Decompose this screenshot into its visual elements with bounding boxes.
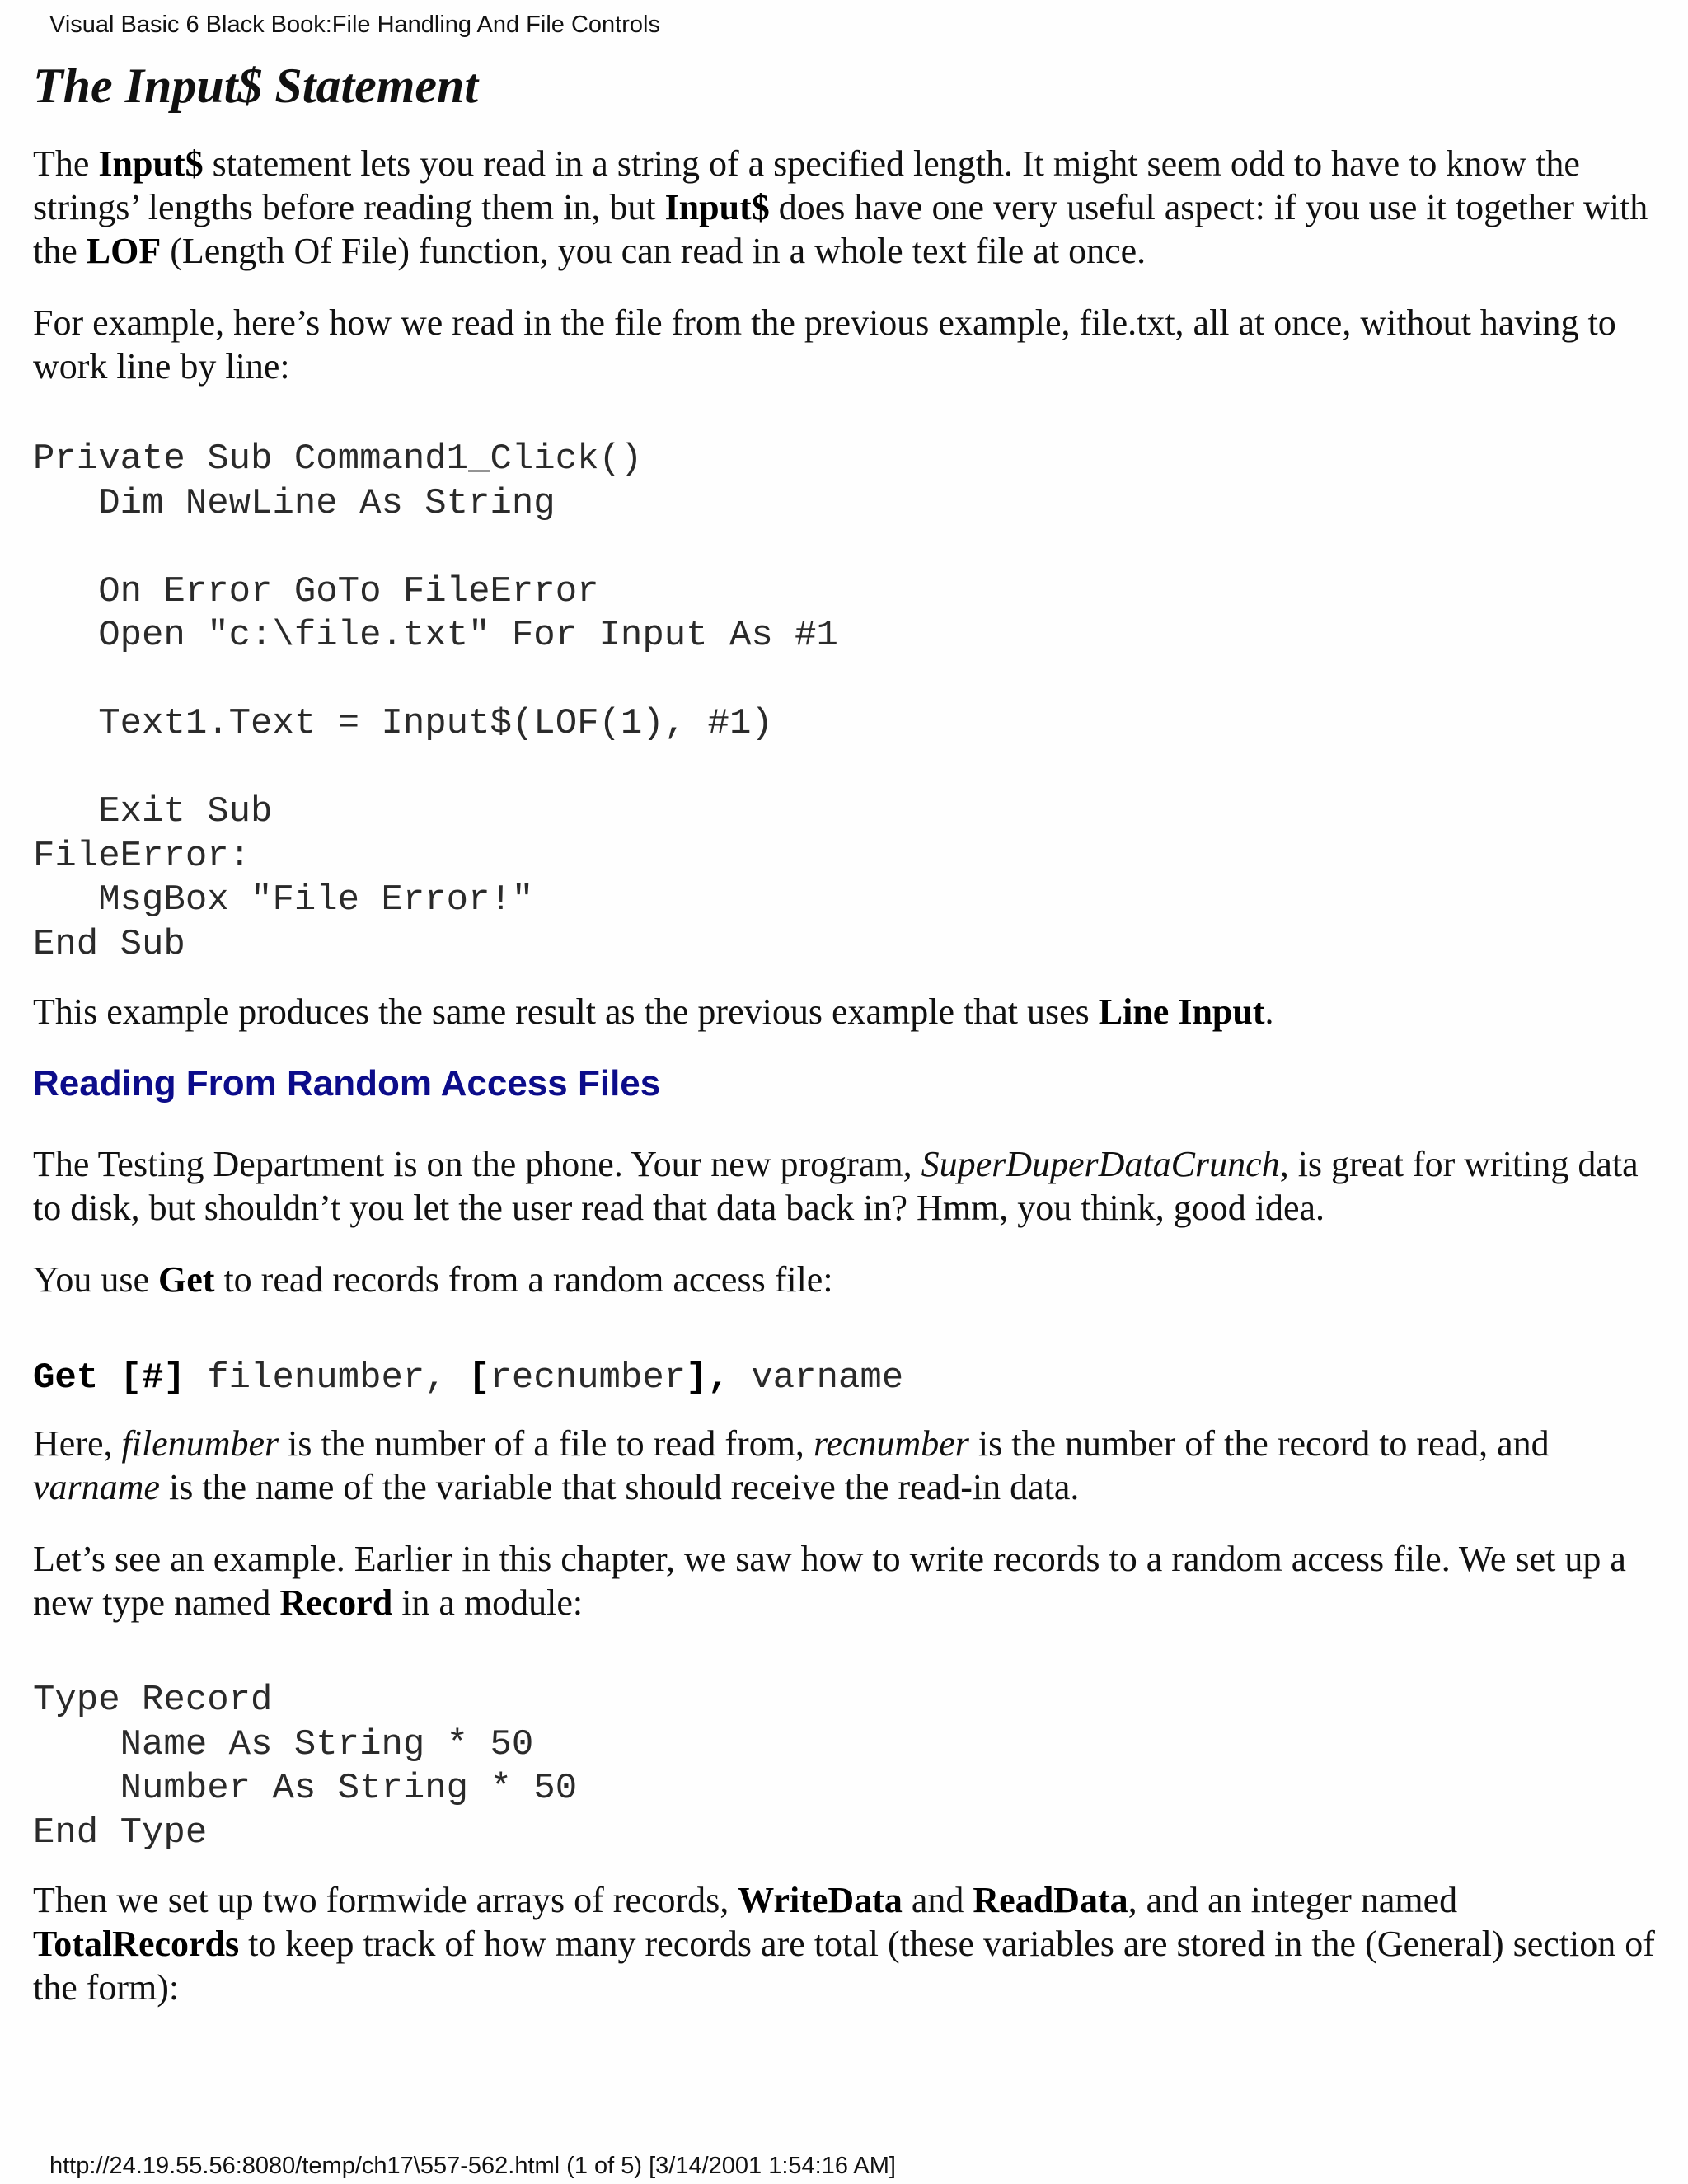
running-header: Visual Basic 6 Black Book:File Handling And File Controls: [49, 12, 660, 38]
text-run: Let’s see an example. Earlier in this chapter, we saw how to write records to a random access file. We set up a new type named: [33, 1539, 1626, 1623]
program-name: SuperDuperDataCrunch: [921, 1144, 1280, 1184]
running-footer: http://24.19.55.56:8080/temp/ch17\557-562.html (1 of 5) [3/14/2001 1:54:16 AM]: [49, 2153, 896, 2179]
text-run: Then we set up two formwide arrays of records,: [33, 1880, 738, 1920]
text-run: , is great for writing data to disk, but shouldn’t you let the user read that data back in? Hmm, you think, good idea.: [33, 1144, 1639, 1228]
syntax-keyword: Get [#]: [33, 1357, 185, 1399]
param-varname: varname: [33, 1467, 160, 1507]
text-run: , and an integer named: [1128, 1880, 1458, 1920]
paragraph-record-type-intro: [33, 1537, 1657, 1624]
paragraph-example-intro: For example, here’s how we read in the file from the previous example, file.txt, all at once, without having to work line by line:: [33, 302, 1616, 387]
text-run: to read records from a random access file:: [214, 1259, 833, 1300]
syntax-text: varname: [729, 1357, 904, 1399]
paragraph-testing-department: [33, 1142, 1657, 1230]
keyword-line-input: Line Input: [1098, 991, 1265, 1032]
text-run: is the name of the variable that should receive the read-in data.: [159, 1467, 1080, 1507]
paragraph-use-get: [33, 1258, 1657, 1301]
text-run: You use: [33, 1259, 159, 1300]
text-run: and: [902, 1880, 973, 1920]
paragraph-formwide-arrays: [33, 1878, 1657, 2009]
page-content: [33, 56, 1657, 2037]
keyword-input: Input$: [98, 143, 204, 184]
subhead-random-access: Reading From Random Access Files: [33, 1063, 661, 1104]
text-run: The: [33, 143, 99, 184]
keyword-input: Input$: [664, 187, 770, 227]
text-run: Here,: [33, 1423, 122, 1464]
paragraph-get-params: [33, 1422, 1657, 1509]
syntax-bracket: ],: [686, 1357, 729, 1399]
text-run: .: [1264, 991, 1274, 1032]
text-run: does have one very useful aspect: if you use it together with the: [33, 187, 1648, 271]
get-syntax: [33, 1356, 1657, 1400]
paragraph-input-intro: [33, 142, 1657, 273]
paragraph-same-result: [33, 990, 1657, 1033]
syntax-bracket: [: [468, 1357, 490, 1399]
syntax-text: recnumber: [490, 1357, 687, 1399]
section-title: The Input$ Statement: [33, 59, 479, 113]
keyword-record: Record: [279, 1582, 393, 1623]
text-run: is the number of the record to read, and: [968, 1423, 1550, 1464]
keyword-lof: LOF: [86, 231, 162, 271]
keyword-totalrecords: TotalRecords: [33, 1924, 240, 1964]
text-run: This example produces the same result as the previous example that uses: [33, 991, 1099, 1032]
text-run: statement lets you read in a string of a specified length. It might seem odd to have to know the strings’ lengths before reading them in, but: [33, 143, 1580, 227]
param-filenumber: filenumber: [121, 1423, 279, 1464]
keyword-readdata: ReadData: [973, 1880, 1128, 1920]
keyword-writedata: WriteData: [738, 1880, 903, 1920]
syntax-text: filenumber,: [185, 1357, 469, 1399]
text-run: (Length Of File) function, you can read in a whole text file at once.: [161, 231, 1146, 271]
text-run: The Testing Department is on the phone. Your new program,: [33, 1144, 921, 1184]
text-run: to keep track of how many records are total (these variables are stored in the (General) section of the form):: [33, 1924, 1655, 2008]
text-run: in a module:: [392, 1582, 584, 1623]
param-recnumber: recnumber: [813, 1423, 969, 1464]
code-block-command1-click: Private Sub Command1_Click() Dim NewLine As String On Error GoTo FileError Open "c:\file.txt" For Input As #1 Text1.Text = Input$(LOF(1), #1) Exit Sub FileError: MsgBox "File Error!" End Sub: [33, 438, 838, 965]
keyword-get: Get: [158, 1259, 215, 1300]
text-run: is the number of a file to read from,: [279, 1423, 814, 1464]
code-block-type-record: Type Record Name As String * 50 Number As String * 50 End Type: [33, 1680, 578, 1854]
